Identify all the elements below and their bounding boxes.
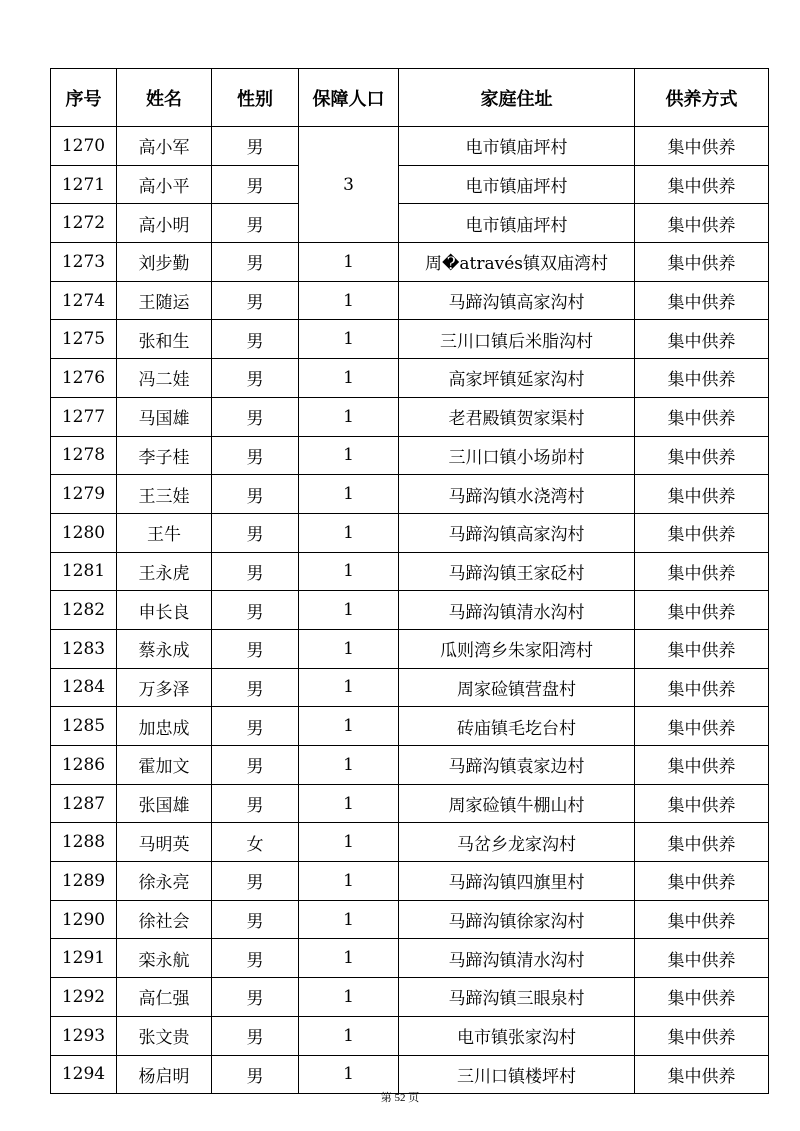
- cell-support: 集中供养: [635, 707, 769, 746]
- cell-no: 1289: [51, 862, 117, 901]
- cell-support: 集中供养: [635, 668, 769, 707]
- header-name: 姓名: [117, 69, 212, 127]
- cell-address: 马蹄沟镇四旗里村: [399, 862, 635, 901]
- table-row: [51, 591, 769, 630]
- cell-gender: 男: [212, 513, 299, 552]
- cell-people: 1: [299, 243, 399, 282]
- cell-name: 高小平: [117, 165, 212, 204]
- table-row: [51, 281, 769, 320]
- cell-name: 高仁强: [117, 978, 212, 1017]
- cell-address: 电市镇庙坪村: [399, 204, 635, 243]
- header-no: 序号: [51, 69, 117, 127]
- cell-address: 瓜则湾乡朱家阳湾村: [399, 629, 635, 668]
- cell-no: 1275: [51, 320, 117, 359]
- cell-gender: 男: [212, 243, 299, 282]
- cell-support: 集中供养: [635, 165, 769, 204]
- header-people: 保障人口: [299, 69, 399, 127]
- cell-address: 马蹄沟镇清水沟村: [399, 591, 635, 630]
- header-gender: 性别: [212, 69, 299, 127]
- cell-support: 集中供养: [635, 552, 769, 591]
- cell-no: 1293: [51, 1016, 117, 1055]
- table-row: [51, 165, 769, 204]
- cell-name: 王永虎: [117, 552, 212, 591]
- cell-name: 高小军: [117, 127, 212, 166]
- cell-address: 马蹄沟镇王家砭村: [399, 552, 635, 591]
- cell-no: 1272: [51, 204, 117, 243]
- cell-gender: 男: [212, 397, 299, 436]
- cell-support: 集中供养: [635, 746, 769, 785]
- table-row: [51, 823, 769, 862]
- table-row: [51, 900, 769, 939]
- cell-address: 三川口镇小场峁村: [399, 436, 635, 475]
- cell-address: 电市镇庙坪村: [399, 165, 635, 204]
- cell-people: 1: [299, 552, 399, 591]
- table-row: [51, 862, 769, 901]
- cell-no: 1273: [51, 243, 117, 282]
- cell-name: 徐永亮: [117, 862, 212, 901]
- cell-name: 杨启明: [117, 1055, 212, 1094]
- cell-gender: 男: [212, 204, 299, 243]
- cell-no: 1290: [51, 900, 117, 939]
- table-row: [51, 1016, 769, 1055]
- table-row: [51, 978, 769, 1017]
- cell-support: 集中供养: [635, 939, 769, 978]
- cell-address: 马岔乡龙家沟村: [399, 823, 635, 862]
- cell-no: 1282: [51, 591, 117, 630]
- cell-no: 1294: [51, 1055, 117, 1094]
- table-row: [51, 668, 769, 707]
- cell-no: 1278: [51, 436, 117, 475]
- cell-gender: 男: [212, 1016, 299, 1055]
- cell-address: 马蹄沟镇水浇湾村: [399, 475, 635, 514]
- cell-gender: 男: [212, 591, 299, 630]
- cell-address: 马蹄沟镇清水沟村: [399, 939, 635, 978]
- cell-support: 集中供养: [635, 243, 769, 282]
- cell-support: 集中供养: [635, 204, 769, 243]
- table-row: [51, 436, 769, 475]
- cell-no: 1277: [51, 397, 117, 436]
- cell-name: 刘步勤: [117, 243, 212, 282]
- cell-support: 集中供养: [635, 281, 769, 320]
- cell-name: 王随运: [117, 281, 212, 320]
- cell-no: 1276: [51, 359, 117, 398]
- cell-people: 1: [299, 862, 399, 901]
- cell-gender: 男: [212, 629, 299, 668]
- cell-gender: 男: [212, 359, 299, 398]
- table-row: [51, 513, 769, 552]
- cell-no: 1271: [51, 165, 117, 204]
- cell-name: 加忠成: [117, 707, 212, 746]
- cell-name: 张文贵: [117, 1016, 212, 1055]
- cell-people: 1: [299, 939, 399, 978]
- cell-gender: 男: [212, 436, 299, 475]
- cell-name: 马明英: [117, 823, 212, 862]
- table-row: [51, 359, 769, 398]
- cell-support: 集中供养: [635, 591, 769, 630]
- cell-name: 李子桂: [117, 436, 212, 475]
- cell-people: 1: [299, 823, 399, 862]
- cell-people: 1: [299, 668, 399, 707]
- cell-no: 1286: [51, 746, 117, 785]
- cell-address: 高家坪镇延家沟村: [399, 359, 635, 398]
- cell-people: 1: [299, 359, 399, 398]
- cell-name: 万多泽: [117, 668, 212, 707]
- cell-no: 1285: [51, 707, 117, 746]
- cell-name: 王三娃: [117, 475, 212, 514]
- cell-gender: 男: [212, 552, 299, 591]
- table-row: [51, 204, 769, 243]
- cell-people: 1: [299, 900, 399, 939]
- table-row: [51, 127, 769, 166]
- cell-gender: 男: [212, 978, 299, 1017]
- cell-support: 集中供养: [635, 436, 769, 475]
- cell-no: 1284: [51, 668, 117, 707]
- cell-address: 三川口镇后米脂沟村: [399, 320, 635, 359]
- roster-body: [51, 127, 769, 1094]
- cell-support: 集中供养: [635, 127, 769, 166]
- cell-people: 1: [299, 320, 399, 359]
- cell-gender: 男: [212, 707, 299, 746]
- cell-name: 栾永航: [117, 939, 212, 978]
- cell-name: 马国雄: [117, 397, 212, 436]
- cell-address: 周�através镇双庙湾村: [399, 243, 635, 282]
- roster-table: [50, 68, 769, 1094]
- cell-people: 1: [299, 397, 399, 436]
- cell-address: 周家硷镇牛棚山村: [399, 784, 635, 823]
- cell-people: 1: [299, 1055, 399, 1094]
- table-row: [51, 1055, 769, 1094]
- cell-gender: 男: [212, 475, 299, 514]
- cell-people: 1: [299, 436, 399, 475]
- cell-address: 马蹄沟镇高家沟村: [399, 513, 635, 552]
- table-row: [51, 397, 769, 436]
- header-row: [51, 69, 769, 127]
- cell-gender: 男: [212, 746, 299, 785]
- cell-address: 砖庙镇毛圪台村: [399, 707, 635, 746]
- table-row: [51, 320, 769, 359]
- cell-no: 1292: [51, 978, 117, 1017]
- cell-no: 1283: [51, 629, 117, 668]
- cell-support: 集中供养: [635, 475, 769, 514]
- cell-support: 集中供养: [635, 862, 769, 901]
- cell-people: 1: [299, 784, 399, 823]
- cell-name: 申长良: [117, 591, 212, 630]
- cell-gender: 男: [212, 281, 299, 320]
- cell-people: 1: [299, 1016, 399, 1055]
- cell-name: 高小明: [117, 204, 212, 243]
- cell-support: 集中供养: [635, 978, 769, 1017]
- cell-people: 3: [299, 127, 399, 243]
- cell-name: 张和生: [117, 320, 212, 359]
- cell-gender: 男: [212, 320, 299, 359]
- cell-address: 马蹄沟镇袁家边村: [399, 746, 635, 785]
- table-row: [51, 746, 769, 785]
- cell-address: 马蹄沟镇高家沟村: [399, 281, 635, 320]
- table-row: [51, 784, 769, 823]
- cell-no: 1288: [51, 823, 117, 862]
- cell-gender: 男: [212, 939, 299, 978]
- cell-support: 集中供养: [635, 900, 769, 939]
- cell-no: 1287: [51, 784, 117, 823]
- cell-gender: 男: [212, 165, 299, 204]
- table-row: [51, 475, 769, 514]
- cell-gender: 男: [212, 127, 299, 166]
- cell-no: 1281: [51, 552, 117, 591]
- header-support: 供养方式: [635, 69, 769, 127]
- cell-address: 电市镇庙坪村: [399, 127, 635, 166]
- cell-support: 集中供养: [635, 320, 769, 359]
- cell-support: 集中供养: [635, 1055, 769, 1094]
- cell-address: 马蹄沟镇徐家沟村: [399, 900, 635, 939]
- cell-support: 集中供养: [635, 823, 769, 862]
- cell-support: 集中供养: [635, 629, 769, 668]
- cell-people: 1: [299, 281, 399, 320]
- cell-gender: 男: [212, 900, 299, 939]
- cell-no: 1279: [51, 475, 117, 514]
- cell-support: 集中供养: [635, 359, 769, 398]
- cell-gender: 男: [212, 1055, 299, 1094]
- cell-address: 马蹄沟镇三眼泉村: [399, 978, 635, 1017]
- cell-address: 三川口镇楼坪村: [399, 1055, 635, 1094]
- table-row: [51, 552, 769, 591]
- cell-name: 霍加文: [117, 746, 212, 785]
- cell-address: 老君殿镇贺家渠村: [399, 397, 635, 436]
- table-row: [51, 243, 769, 282]
- cell-people: 1: [299, 591, 399, 630]
- page-number: 第 52 页: [380, 1092, 420, 1104]
- cell-no: 1280: [51, 513, 117, 552]
- cell-people: 1: [299, 978, 399, 1017]
- header-address: 家庭住址: [399, 69, 635, 127]
- cell-people: 1: [299, 707, 399, 746]
- cell-gender: 女: [212, 823, 299, 862]
- cell-support: 集中供养: [635, 784, 769, 823]
- table-row: [51, 939, 769, 978]
- cell-name: 蔡永成: [117, 629, 212, 668]
- cell-name: 张国雄: [117, 784, 212, 823]
- cell-address: 电市镇张家沟村: [399, 1016, 635, 1055]
- cell-name: 王牛: [117, 513, 212, 552]
- cell-no: 1291: [51, 939, 117, 978]
- cell-gender: 男: [212, 784, 299, 823]
- cell-name: 冯二娃: [117, 359, 212, 398]
- cell-name: 徐社会: [117, 900, 212, 939]
- cell-no: 1274: [51, 281, 117, 320]
- cell-people: 1: [299, 746, 399, 785]
- cell-people: 1: [299, 629, 399, 668]
- cell-support: 集中供养: [635, 513, 769, 552]
- cell-no: 1270: [51, 127, 117, 166]
- cell-gender: 男: [212, 862, 299, 901]
- cell-support: 集中供养: [635, 1016, 769, 1055]
- cell-address: 周家硷镇营盘村: [399, 668, 635, 707]
- cell-gender: 男: [212, 668, 299, 707]
- cell-people: 1: [299, 513, 399, 552]
- cell-people: 1: [299, 475, 399, 514]
- table-row: [51, 629, 769, 668]
- cell-support: 集中供养: [635, 397, 769, 436]
- table-row: [51, 707, 769, 746]
